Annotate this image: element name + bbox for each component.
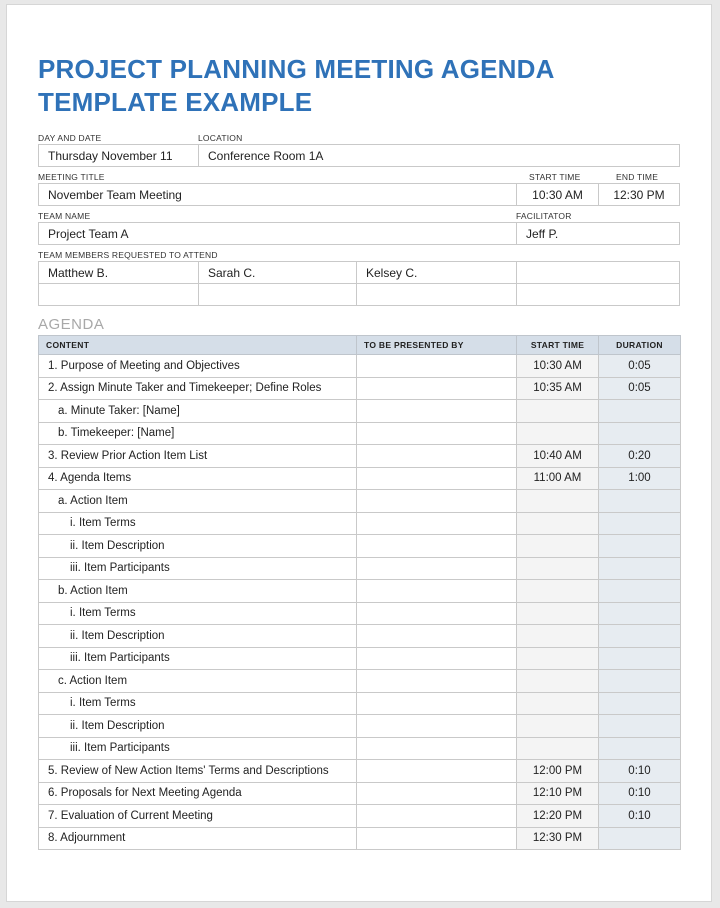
agenda-item-start-time[interactable]: 10:30 AM <box>517 355 599 378</box>
agenda-item-content[interactable]: a. Action Item <box>39 490 357 513</box>
agenda-item-start-time[interactable] <box>517 557 599 580</box>
agenda-item-presenter[interactable] <box>357 377 517 400</box>
agenda-item-content[interactable]: 3. Review Prior Action Item List <box>39 445 357 468</box>
member-field[interactable] <box>516 283 680 306</box>
end-time-field[interactable]: 12:30 PM <box>598 183 680 206</box>
agenda-item-presenter[interactable] <box>357 737 517 760</box>
agenda-item-start-time[interactable]: 10:35 AM <box>517 377 599 400</box>
agenda-item-content[interactable]: 5. Review of New Action Items' Terms and Descriptions <box>39 760 357 783</box>
agenda-body <box>39 355 681 850</box>
meeting-title-field[interactable]: November Team Meeting <box>38 183 517 206</box>
agenda-item-duration[interactable]: 0:20 <box>599 445 681 468</box>
agenda-item-presenter[interactable] <box>357 490 517 513</box>
table-row <box>39 467 681 490</box>
agenda-item-start-time[interactable]: 12:00 PM <box>517 760 599 783</box>
member-field[interactable]: Matthew B. <box>38 261 199 284</box>
agenda-item-start-time[interactable] <box>517 602 599 625</box>
agenda-item-start-time[interactable] <box>517 647 599 670</box>
agenda-item-presenter[interactable] <box>357 445 517 468</box>
table-row <box>39 647 681 670</box>
table-row <box>39 602 681 625</box>
duration-column-header: DURATION <box>599 336 681 355</box>
agenda-item-start-time[interactable]: 12:30 PM <box>517 827 599 850</box>
agenda-item-content[interactable]: 4. Agenda Items <box>39 467 357 490</box>
agenda-item-duration[interactable] <box>599 490 681 513</box>
location-field[interactable]: Conference Room 1A <box>198 144 680 167</box>
table-row <box>39 400 681 423</box>
agenda-item-start-time[interactable] <box>517 580 599 603</box>
agenda-item-presenter[interactable] <box>357 715 517 738</box>
agenda-item-duration[interactable] <box>599 557 681 580</box>
agenda-item-presenter[interactable] <box>357 467 517 490</box>
table-row <box>39 715 681 738</box>
agenda-page <box>6 4 712 902</box>
presenter-column-header: TO BE PRESENTED BY <box>357 336 517 355</box>
table-row <box>39 377 681 400</box>
table-row <box>39 535 681 558</box>
agenda-item-start-time[interactable] <box>517 670 599 693</box>
agenda-item-start-time[interactable] <box>517 692 599 715</box>
agenda-item-duration[interactable] <box>599 512 681 535</box>
agenda-item-start-time[interactable] <box>517 400 599 423</box>
agenda-item-duration[interactable]: 0:05 <box>599 355 681 378</box>
agenda-item-start-time[interactable] <box>517 535 599 558</box>
agenda-item-content[interactable]: iii. Item Participants <box>39 647 357 670</box>
agenda-item-start-time[interactable]: 12:10 PM <box>517 782 599 805</box>
agenda-item-presenter[interactable] <box>357 535 517 558</box>
facilitator-label: FACILITATOR <box>516 211 572 221</box>
agenda-item-content[interactable]: 8. Adjournment <box>39 827 357 850</box>
agenda-item-presenter[interactable] <box>357 782 517 805</box>
agenda-item-presenter[interactable] <box>357 805 517 828</box>
agenda-item-content[interactable]: ii. Item Description <box>39 715 357 738</box>
agenda-item-duration[interactable] <box>599 422 681 445</box>
agenda-item-presenter[interactable] <box>357 692 517 715</box>
agenda-item-content[interactable]: ii. Item Description <box>39 625 357 648</box>
member-field[interactable] <box>516 261 680 284</box>
agenda-item-presenter[interactable] <box>357 602 517 625</box>
agenda-item-content[interactable]: b. Timekeeper: [Name] <box>39 422 357 445</box>
table-row <box>39 625 681 648</box>
table-row <box>39 805 681 828</box>
day-and-date-label: DAY AND DATE <box>38 133 102 143</box>
agenda-item-content[interactable]: 1. Purpose of Meeting and Objectives <box>39 355 357 378</box>
table-row <box>39 355 681 378</box>
day-and-date-field[interactable]: Thursday November 11 <box>38 144 199 167</box>
agenda-item-duration[interactable] <box>599 737 681 760</box>
table-row <box>39 782 681 805</box>
title-line-1: PROJECT PLANNING MEETING AGENDA <box>38 54 555 84</box>
agenda-item-presenter[interactable] <box>357 647 517 670</box>
location-label: LOCATION <box>198 133 243 143</box>
agenda-item-duration[interactable] <box>599 647 681 670</box>
agenda-item-presenter[interactable] <box>357 670 517 693</box>
table-row <box>39 580 681 603</box>
agenda-item-start-time[interactable] <box>517 737 599 760</box>
table-row <box>39 512 681 535</box>
agenda-item-content[interactable]: 2. Assign Minute Taker and Timekeeper; Define Roles <box>39 377 357 400</box>
agenda-item-duration[interactable] <box>599 580 681 603</box>
team-name-label: TEAM NAME <box>38 211 91 221</box>
table-row <box>39 760 681 783</box>
start-time-column-header: START TIME <box>517 336 599 355</box>
member-field[interactable]: Sarah C. <box>198 261 357 284</box>
agenda-item-presenter[interactable] <box>357 580 517 603</box>
agenda-item-presenter[interactable] <box>357 827 517 850</box>
agenda-item-start-time[interactable] <box>517 422 599 445</box>
agenda-item-presenter[interactable] <box>357 557 517 580</box>
agenda-item-duration[interactable] <box>599 692 681 715</box>
agenda-item-content[interactable]: 6. Proposals for Next Meeting Agenda <box>39 782 357 805</box>
agenda-item-duration[interactable] <box>599 715 681 738</box>
team-members-label: TEAM MEMBERS REQUESTED TO ATTEND <box>38 250 218 260</box>
agenda-item-duration[interactable] <box>599 535 681 558</box>
agenda-header-row <box>39 336 681 355</box>
table-row <box>39 737 681 760</box>
agenda-item-duration[interactable]: 1:00 <box>599 467 681 490</box>
agenda-item-presenter[interactable] <box>357 512 517 535</box>
document-title <box>38 53 678 119</box>
start-time-label: START TIME <box>529 172 581 182</box>
content-column-header: CONTENT <box>39 336 357 355</box>
agenda-item-duration[interactable]: 0:10 <box>599 782 681 805</box>
agenda-item-start-time[interactable]: 12:20 PM <box>517 805 599 828</box>
agenda-item-start-time[interactable]: 10:40 AM <box>517 445 599 468</box>
end-time-label: END TIME <box>616 172 659 182</box>
agenda-item-start-time[interactable] <box>517 512 599 535</box>
agenda-item-duration[interactable] <box>599 827 681 850</box>
table-row <box>39 490 681 513</box>
table-row <box>39 445 681 468</box>
agenda-item-duration[interactable]: 0:05 <box>599 377 681 400</box>
agenda-item-duration[interactable] <box>599 625 681 648</box>
facilitator-field[interactable]: Jeff P. <box>516 222 680 245</box>
agenda-table <box>38 335 681 850</box>
agenda-item-presenter[interactable] <box>357 422 517 445</box>
member-field[interactable] <box>356 283 517 306</box>
table-row <box>39 670 681 693</box>
agenda-item-content[interactable]: i. Item Terms <box>39 512 357 535</box>
member-field[interactable] <box>198 283 357 306</box>
agenda-item-content[interactable]: b. Action Item <box>39 580 357 603</box>
agenda-item-duration[interactable]: 0:10 <box>599 805 681 828</box>
agenda-item-content[interactable]: iii. Item Participants <box>39 737 357 760</box>
table-row <box>39 692 681 715</box>
team-name-field[interactable]: Project Team A <box>38 222 517 245</box>
agenda-item-start-time[interactable] <box>517 715 599 738</box>
table-row <box>39 557 681 580</box>
agenda-item-content[interactable]: i. Item Terms <box>39 602 357 625</box>
member-field[interactable]: Kelsey C. <box>356 261 517 284</box>
title-line-2: TEMPLATE EXAMPLE <box>38 87 313 117</box>
agenda-item-presenter[interactable] <box>357 355 517 378</box>
meeting-title-label: MEETING TITLE <box>38 172 105 182</box>
agenda-item-content[interactable]: ii. Item Description <box>39 535 357 558</box>
member-field[interactable] <box>38 283 199 306</box>
agenda-item-content[interactable]: a. Minute Taker: [Name] <box>39 400 357 423</box>
agenda-item-duration[interactable] <box>599 602 681 625</box>
agenda-item-duration[interactable]: 0:10 <box>599 760 681 783</box>
table-row <box>39 422 681 445</box>
agenda-item-content[interactable]: 7. Evaluation of Current Meeting <box>39 805 357 828</box>
agenda-item-duration[interactable] <box>599 400 681 423</box>
agenda-item-content[interactable]: i. Item Terms <box>39 692 357 715</box>
table-row <box>39 827 681 850</box>
agenda-item-start-time[interactable] <box>517 490 599 513</box>
agenda-item-presenter[interactable] <box>357 625 517 648</box>
agenda-item-presenter[interactable] <box>357 760 517 783</box>
agenda-heading: AGENDA <box>38 316 105 333</box>
agenda-item-start-time[interactable]: 11:00 AM <box>517 467 599 490</box>
agenda-item-duration[interactable] <box>599 670 681 693</box>
agenda-item-content[interactable]: c. Action Item <box>39 670 357 693</box>
agenda-item-content[interactable]: iii. Item Participants <box>39 557 357 580</box>
agenda-item-start-time[interactable] <box>517 625 599 648</box>
agenda-item-presenter[interactable] <box>357 400 517 423</box>
start-time-field[interactable]: 10:30 AM <box>516 183 599 206</box>
